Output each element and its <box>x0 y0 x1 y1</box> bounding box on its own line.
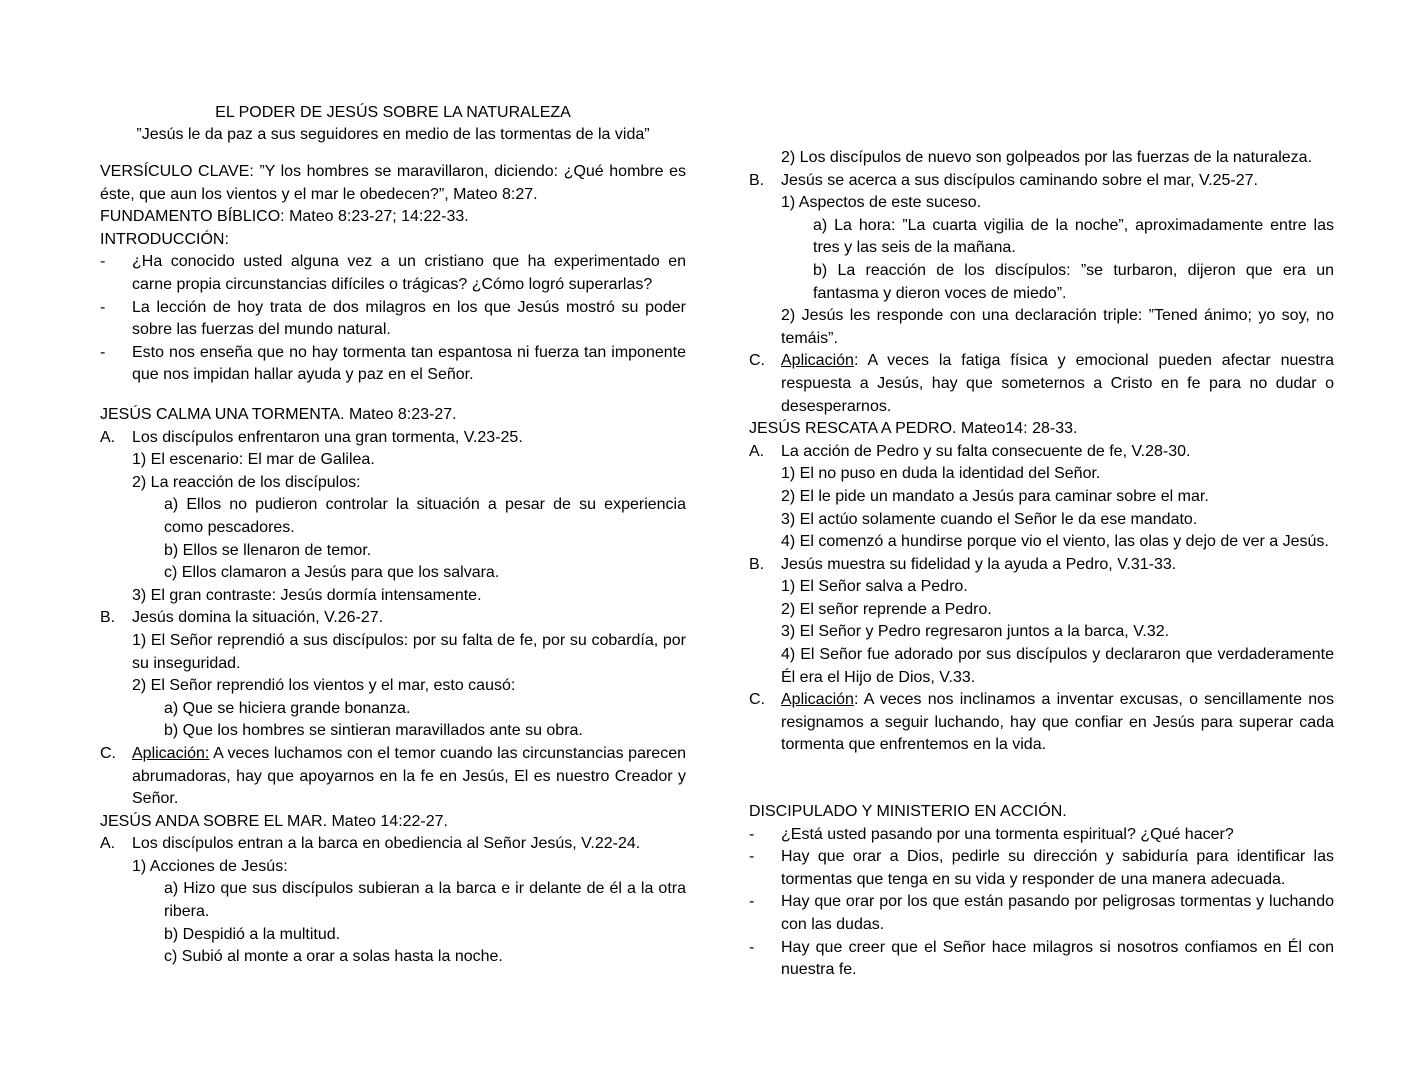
application-item: C. Aplicación: A veces la fatiga física y emocional pueden afectar nuestra respuesta a Jesús, hay que someternos a Cristo en fe para no dudar o desesperarnos. <box>749 352 1334 415</box>
intro-item: - ¿Ha conocido usted alguna vez a un cristiano que ha experimentado en carne propia circunstancias difíciles o trágicas? ¿Cómo logró superarlas? <box>100 251 686 296</box>
section-heading: DISCIPULADO Y MINISTERIO EN ACCIÓN. <box>749 803 1067 820</box>
dash-marker: - <box>749 825 755 843</box>
section-calma <box>100 404 686 969</box>
outline-subitem: 2) Los discípulos de nuevo son golpeados por las fuerzas de la naturaleza. <box>781 149 1313 166</box>
action-item: - Hay que creer que el Señor hace milagros si nosotros confiamos en Él con nuestra fe. <box>749 937 1334 982</box>
outline-subsubitem: b) Que los hombres se sintieran maravillados ante su obra. <box>164 722 583 740</box>
application-label: Aplicación <box>781 352 854 370</box>
section-anda-cont <box>749 147 1334 757</box>
intro-block <box>100 161 686 387</box>
dash-marker: - <box>749 848 755 866</box>
dash-marker: - <box>100 343 106 361</box>
biblical-foundation: FUNDAMENTO BÍBLICO: Mateo 8:23-27; 14:22-33. <box>100 208 469 226</box>
intro-item: - Esto nos enseña que no hay tormenta tan espantosa ni fuerza tan imponente que nos impidan hallar ayuda y paz en el Señor. <box>100 342 686 387</box>
dash-marker: - <box>749 938 755 956</box>
outline-subsubitem: b) Despidió a la multitud. <box>164 925 341 943</box>
page-title: EL PODER DE JESÚS SOBRE LA NATURALEZA <box>215 104 571 121</box>
outline-subitem: 1) El no puso en duda la identidad del Señor. <box>781 465 1101 483</box>
application-label: Aplicación <box>781 691 854 709</box>
outline-subitem: 2) Jesús les responde con una declaración triple: ”Tened ánimo; yo soy, no temáis”. <box>781 307 1334 347</box>
outline-subsubitem: c) Ellos clamaron a Jesús para que los salvara. <box>164 564 500 582</box>
outline-subitem: 1) El Señor salva a Pedro. <box>781 578 968 596</box>
outline-subitem: 1) Aspectos de este suceso. <box>781 194 982 212</box>
dash-marker: - <box>100 253 106 271</box>
outline-subitem: 4) El Señor fue adorado por sus discípulos y declararon que verdaderamente Él era el Hijo de Dios, V.33. <box>781 646 1334 686</box>
outline-item: B. Jesús muestra su fidelidad y la ayuda a Pedro, V.31-33. <box>749 555 1177 573</box>
outline-subitem: 3) El actúo solamente cuando el Señor le da ese mandato. <box>781 510 1198 528</box>
outline-item: B. Jesús domina la situación, V.26-27. <box>100 609 384 627</box>
section-heading: JESÚS ANDA SOBRE EL MAR. Mateo 14:22-27. <box>100 812 448 830</box>
outline-subitem: 2) El le pide un mandato a Jesús para caminar sobre el mar. <box>781 487 1209 505</box>
section-heading: JESÚS CALMA UNA TORMENTA. Mateo 8:23-27. <box>100 406 457 423</box>
page-subtitle: ”Jesús le da paz a sus seguidores en medio de las tormentas de la vida” <box>136 126 650 143</box>
outline-item: A. Los discípulos entran a la barca en obediencia al Señor Jesús, V.22-24. <box>100 835 641 853</box>
outline-subsubitem: a) Que se hiciera grande bonanza. <box>164 699 411 717</box>
outline-subsubitem: b) La reacción de los discípulos: ”se turbaron, dijeron que era un fantasma y dieron voces de miedo”. <box>813 261 1334 302</box>
outline-subitem: 3) El Señor y Pedro regresaron juntos a la barca, V.32. <box>781 623 1170 641</box>
outline-item: A. La acción de Pedro y su falta consecuente de fe, V.28-30. <box>749 442 1191 460</box>
section-heading: JESÚS RESCATA A PEDRO. Mateo14: 28-33. <box>749 420 1078 438</box>
outline-subitem: 2) El señor reprende a Pedro. <box>781 600 992 618</box>
outline-subitem: 1) El Señor reprendió a sus discípulos: por su falta de fe, por su cobardía, por su inseguridad. <box>132 631 686 672</box>
outline-subsubitem: c) Subió al monte a orar a solas hasta la noche. <box>164 948 503 966</box>
key-verse: VERSÍCULO CLAVE: ”Y los hombres se maravillaron, diciendo: ¿Qué hombre es éste, que aun los vientos y el mar le obedecen?”, Mateo 8:27. <box>100 163 686 203</box>
dash-marker: - <box>100 298 106 316</box>
outline-subitem: 2) La reacción de los discípulos: <box>132 473 361 491</box>
outline-subsubitem: b) Ellos se llenaron de temor. <box>164 541 372 559</box>
intro-heading: INTRODUCCIÓN: <box>100 230 229 248</box>
application-label: Aplicación: <box>132 744 210 762</box>
intro-item: - La lección de hoy trata de dos milagros en los que Jesús mostró su poder sobre las fuerzas del mundo natural. <box>100 297 686 342</box>
dash-marker: - <box>749 893 755 911</box>
outline-item: B. Jesús se acerca a sus discípulos caminando sobre el mar, V.25-27. <box>749 171 1258 189</box>
action-item: - Hay que orar por los que están pasando por peligrosas tormentas y luchando con las dudas. <box>749 891 1334 936</box>
application-item: C. Aplicación: A veces luchamos con el temor cuando las circunstancias parecen abrumadoras, hay que apoyarnos en la fe en Jesús, El es nuestro Creador y Señor. <box>100 744 687 808</box>
action-item: - Hay que orar a Dios, pedirle su dirección y sabiduría para identificar las tormentas que tenga en su vida y responder de una manera adecuada. <box>749 846 1334 891</box>
outline-subsubitem: a) Ellos no pudieron controlar la situación a pesar de su experiencia como pescadores. <box>164 496 686 536</box>
outline-subitem: 1) El escenario: El mar de Galilea. <box>132 451 375 469</box>
outline-subitem: 1) Acciones de Jesús: <box>132 857 288 875</box>
application-item: C. Aplicación: A veces nos inclinamos a inventar excusas, o sencillamente nos resignamos a seguir luchando, hay que confiar en Jesús para superar cada tormenta que enfrentemos en la vida. <box>749 691 1334 754</box>
outline-subitem: 2) El Señor reprendió los vientos y el mar, esto causó: <box>132 677 516 695</box>
outline-subitem: 3) El gran contraste: Jesús dormía intensamente. <box>132 586 482 604</box>
outline-item: A. Los discípulos enfrentaron una gran tormenta, V.23-25. <box>100 428 523 446</box>
section-discipulado <box>749 801 1334 982</box>
outline-subsubitem: a) Hizo que sus discípulos subieran a la barca e ir delante de él a la otra ribera. <box>164 880 686 921</box>
action-item: - ¿Está usted pasando por una tormenta espiritual? ¿Qué hacer? <box>749 824 1334 847</box>
outline-subsubitem: a) La hora: ”La cuarta vigilia de la noche”, aproximadamente entre las tres y las seis de la mañana. <box>813 216 1334 257</box>
outline-subitem: 4) El comenzó a hundirse porque vio el viento, las olas y dejo de ver a Jesús. <box>781 533 1329 551</box>
